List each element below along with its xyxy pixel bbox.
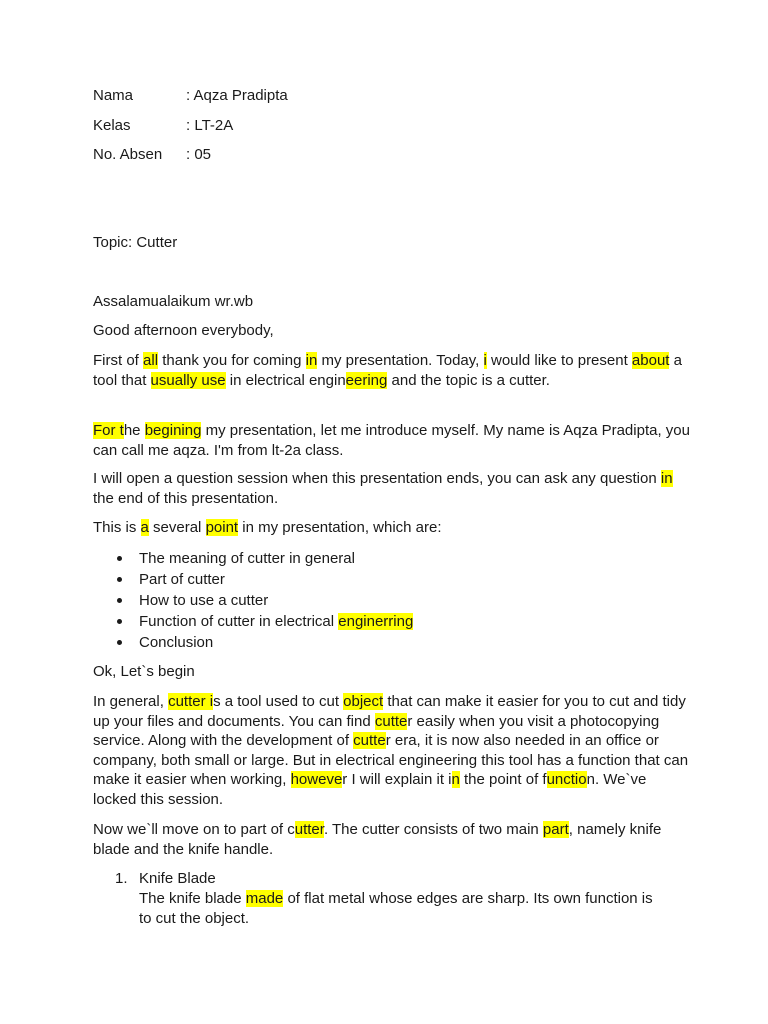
highlighted-text: cutter i (168, 693, 214, 710)
highlighted-text: object (343, 693, 384, 710)
text-run: n. We`ve locked this session. (93, 771, 647, 808)
greeting-afternoon: Good afternoon everybody, (93, 322, 274, 339)
text-run: in electrical engin (225, 371, 346, 389)
text-run: . The cutter consists of two main (323, 821, 543, 838)
text-run: r I will explain it i (342, 771, 452, 789)
text-run: s a tool used to cut (213, 693, 344, 710)
text-run: r era, it is now also needed in an office or company, both small or large. But in electrical engineering this tool has a function that can make it easier when working, (93, 732, 689, 789)
points-bullet-list (93, 548, 693, 653)
text-run: the end of this presentation. (93, 489, 279, 507)
highlighted-text: cutte (353, 732, 386, 750)
text-run: and the topic is a cutter. (387, 371, 550, 389)
knife-blade-title: Knife Blade (139, 870, 216, 887)
highlighted-text: made (245, 890, 284, 907)
class-value: : LT-2A (186, 117, 234, 134)
text-run: How to use a cutter (139, 592, 269, 609)
highlighted-text: For t (93, 422, 124, 439)
text-run: Part of cutter (139, 571, 225, 588)
text-run: that can make it easier for you to cut and tidy up your files and documents. You can find (93, 693, 686, 730)
highlighted-text: eering (345, 371, 388, 389)
highlighted-text: in (660, 470, 673, 487)
list-item-text (139, 592, 268, 609)
text-run: This is (93, 519, 141, 536)
highlighted-text: a (140, 519, 149, 536)
text-run: would like to present (486, 352, 632, 369)
highlighted-text: in (305, 352, 318, 369)
highlighted-text: utter (294, 821, 324, 838)
text-run: of flat metal whose edges are sharp. Its own function is to cut the object. (139, 890, 653, 927)
text-run: Now we`ll move on to part of c (93, 821, 295, 838)
highlighted-text: i (483, 352, 487, 369)
list-item-text (139, 634, 213, 651)
bullet-icon (117, 556, 122, 561)
parts-paragraph (93, 820, 693, 859)
highlighted-text: enginerring (338, 613, 414, 630)
question-session-paragraph (93, 469, 693, 508)
text-run: the point of f (459, 771, 547, 789)
highlighted-text: begining (144, 422, 202, 439)
text-run: , namely knife blade and the knife handle. (93, 821, 662, 858)
text-run: my presentation. Today, (317, 352, 484, 369)
highlighted-text: usually use (150, 371, 226, 389)
list-item (93, 590, 693, 611)
highlighted-text: cutte (374, 712, 408, 730)
bullet-icon (117, 619, 122, 624)
list-item (93, 569, 693, 590)
text-run: several (148, 519, 206, 536)
general-meaning-paragraph (93, 692, 693, 810)
text-run: Conclusion (139, 634, 214, 651)
name-label: Nama (93, 87, 134, 104)
bullet-icon (117, 598, 122, 603)
list-item (93, 611, 693, 632)
text-run: I will open a question session when this presentation ends, you can ask any question (93, 470, 661, 487)
list-item (93, 548, 693, 569)
highlighted-text: n (451, 771, 460, 789)
intro-paragraph (93, 351, 693, 390)
class-label: Kelas (93, 117, 131, 134)
transition-line: Ok, Let`s begin (93, 663, 195, 680)
list-item (93, 632, 693, 653)
topic-line: Topic: Cutter (93, 234, 178, 251)
greeting-salam: Assalamualaikum wr.wb (93, 293, 254, 310)
text-run: In general, (93, 693, 169, 710)
knife-blade-description (139, 889, 659, 928)
text-run: a tool that (93, 352, 682, 389)
highlighted-text: part (542, 821, 569, 838)
bullet-icon (117, 577, 122, 582)
highlighted-text: about (631, 352, 670, 369)
self-introduction-paragraph (93, 421, 693, 460)
text-run: r easily when you visit a photocopying service. Along with the development of (93, 712, 660, 750)
highlighted-text: howeve (290, 771, 343, 789)
text-run: he (123, 422, 145, 439)
points-intro-paragraph (93, 518, 693, 538)
text-run: First of (93, 352, 144, 369)
highlighted-text: all (143, 352, 159, 369)
absence-number-value: : 05 (186, 146, 212, 163)
text-run: thank you for coming (158, 352, 306, 369)
highlighted-text: point (205, 519, 239, 536)
list-item-text (139, 613, 413, 630)
highlighted-text: unctio (546, 771, 587, 789)
text-run: The meaning of cutter in general (139, 550, 355, 567)
text-run: Function of cutter in electrical (139, 613, 339, 630)
text-run: in my presentation, which are: (238, 519, 442, 536)
absence-number-label: No. Absen (93, 146, 163, 163)
text-run: my presentation, let me introduce myself. My name is Aqza Pradipta, you can call me aqza. I'm from lt-2a class. (93, 422, 690, 459)
bullet-icon (117, 640, 122, 645)
list-number: 1. (115, 870, 128, 887)
text-run: The knife blade (139, 890, 246, 907)
name-value: : Aqza Pradipta (186, 87, 288, 104)
list-item-text (139, 550, 355, 567)
list-item-text (139, 571, 225, 588)
